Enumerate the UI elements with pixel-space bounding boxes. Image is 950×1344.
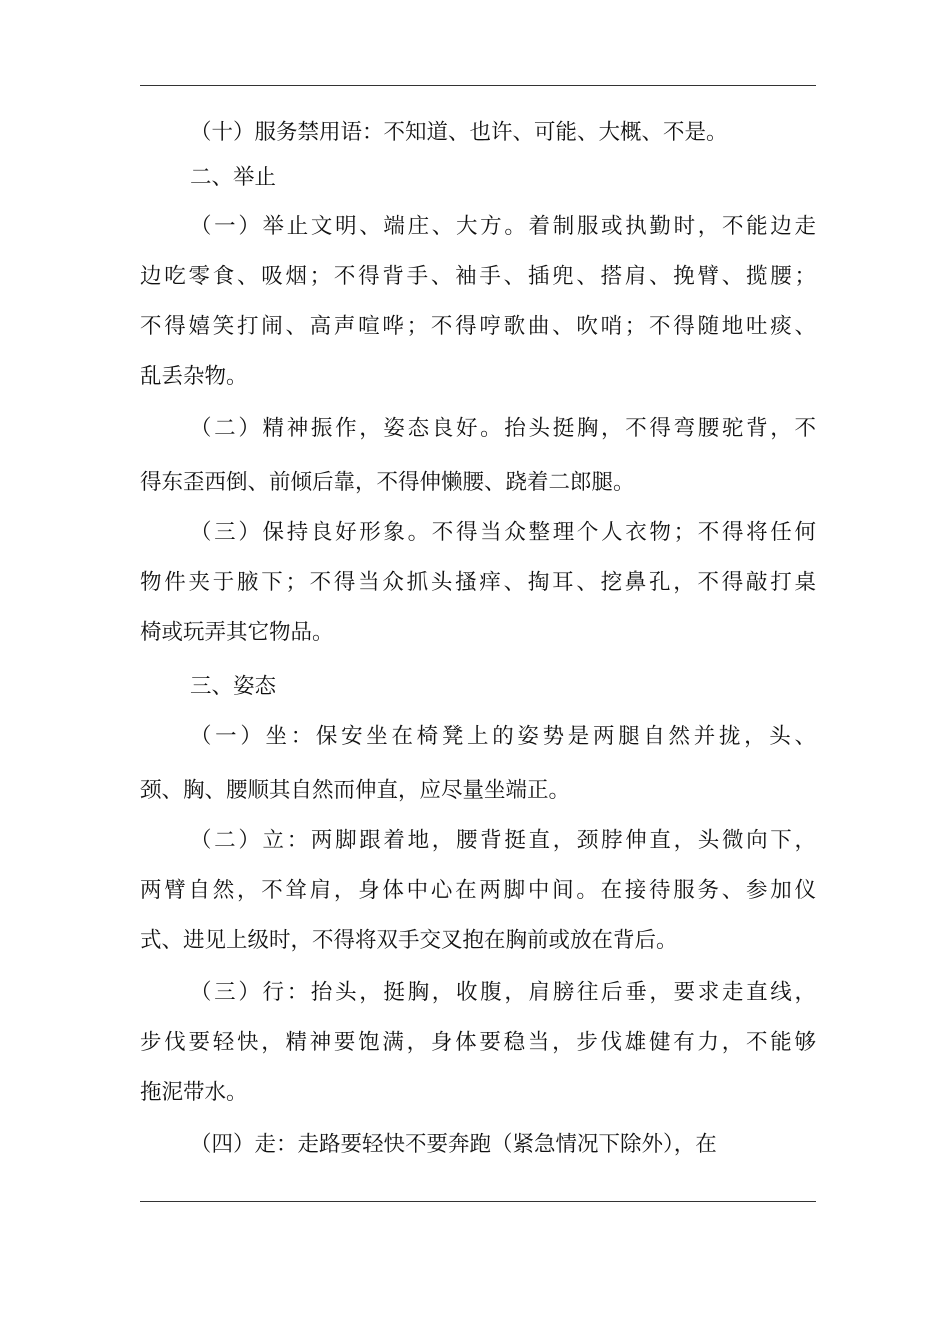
text-line: 得东歪西倒、前倾后靠，不得伸懒腰、跷着二郎腿。 — [140, 470, 635, 495]
text-line: （一）坐：保安坐在椅凳上的姿势是两腿自然并拢，头、 — [190, 724, 816, 749]
text-line: （十）服务禁用语：不知道、也许、可能、大概、不是。 — [190, 120, 728, 145]
text-line: 颈、胸、腰顺其自然而伸直，应尽量坐端正。 — [140, 778, 571, 803]
header-rule — [140, 85, 816, 86]
text-line: 物件夹于腋下；不得当众抓头搔痒、掏耳、挖鼻孔，不得敲打桌 — [140, 570, 816, 595]
text-line: （二）精神振作，姿态良好。抬头挺胸，不得弯腰驼背，不 — [190, 416, 816, 441]
section-heading: 二、举止 — [190, 165, 277, 190]
text-line: （四）走：走路要轻快不要奔跑（紧急情况下除外），在 — [190, 1132, 717, 1157]
text-line: （三）保持良好形象。不得当众整理个人衣物；不得将任何 — [190, 520, 816, 545]
text-line: 椅或玩弄其它物品。 — [140, 620, 334, 645]
text-line: 两臂自然，不耸肩，身体中心在两脚中间。在接待服务、参加仪 — [140, 878, 816, 903]
text-line: 不得嬉笑打闹、高声喧哗；不得哼歌曲、吹哨；不得随地吐痰、 — [140, 314, 816, 339]
text-line: （一）举止文明、端庄、大方。着制服或执勤时，不能边走 — [190, 214, 816, 239]
text-line: 步伐要轻快，精神要饱满，身体要稳当，步伐雄健有力，不能够 — [140, 1030, 816, 1055]
text-line: 拖泥带水。 — [140, 1080, 248, 1105]
footer-rule — [140, 1201, 816, 1202]
text-line: （二）立：两脚跟着地，腰背挺直，颈脖伸直，头微向下， — [190, 828, 816, 853]
text-line: （三）行：抬头，挺胸，收腹，肩膀往后垂，要求走直线， — [190, 980, 816, 1005]
text-line: 乱丢杂物。 — [140, 364, 248, 389]
section-heading: 三、姿态 — [190, 674, 277, 699]
text-line: 边吃零食、吸烟；不得背手、袖手、插兜、搭肩、挽臂、揽腰； — [140, 264, 816, 289]
text-line: 式、进见上级时，不得将双手交叉抱在胸前或放在背后。 — [140, 928, 678, 953]
